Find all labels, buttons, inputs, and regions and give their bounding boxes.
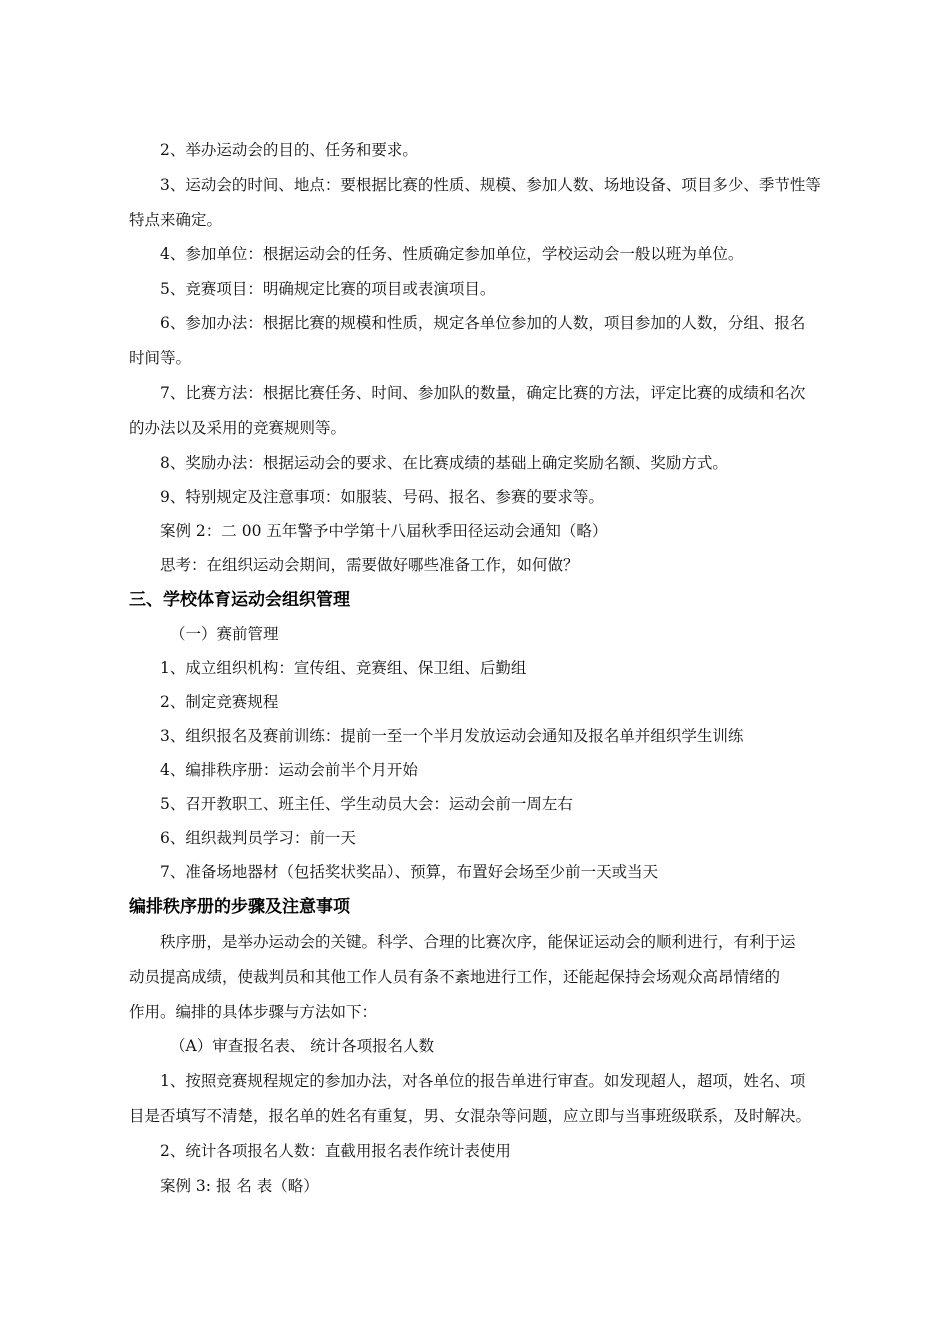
- item-2-purpose: 2、举办运动会的目的、任务和要求。: [160, 141, 418, 159]
- pre-item-4: 4、编排秩序册：运动会前半个月开始: [160, 761, 418, 779]
- pre-item-7: 7、准备场地器材（包括奖状奖品）、预算，布置好会场至少前一天或当天: [160, 863, 659, 881]
- section-heading-3: 三、学校体育运动会组织管理: [129, 590, 350, 610]
- a-item-2: 2、统计各项报名人数：直截用报名表作统计表使用: [160, 1142, 511, 1160]
- item-7-competition: 7、比赛方法：根据比赛任务、时间、参加队的数量，确定比赛的方法，评定比赛的成绩和名次: [160, 384, 806, 402]
- item-4-participants: 4、参加单位：根据运动会的任务、性质确定参加单位，学校运动会一般以班为单位。: [160, 245, 744, 263]
- order-intro-1: 秩序册，是举办运动会的关键。科学、合理的比赛次序，能保证运动会的顺利进行，有利于运: [160, 933, 796, 951]
- pre-item-2: 2、制定竞赛规程: [160, 693, 279, 711]
- item-6-method: 6、参加办法：根据比赛的规模和性质，规定各单位参加的人数，项目参加的人数，分组、报名: [160, 314, 806, 332]
- pre-item-3: 3、组织报名及赛前训练：提前一至一个半月发放运动会通知及报名单并组织学生训练: [160, 727, 744, 745]
- item-7-continued: 的办法以及采用的竞赛规则等。: [129, 419, 347, 437]
- order-intro-3: 作用。编排的具体步骤与方法如下：: [129, 1003, 378, 1021]
- a-item-1: 1、按照竞赛规程规定的参加办法，对各单位的报告单进行审查。如发现超人，超项，姓名、项: [160, 1072, 806, 1090]
- item-5-events: 5、竞赛项目：明确规定比赛的项目或表演项目。: [160, 280, 496, 298]
- order-intro-2: 动员提高成绩，使裁判员和其他工作人员有条不紊地进行工作，还能起保持会场观众高昂情绪的: [129, 968, 781, 986]
- item-3-time-place: 3、运动会的时间、地点：要根据比赛的性质、规模、参加人数、场地设备、项目多少、季节性等: [160, 176, 821, 194]
- item-9-rules: 9、特别规定及注意事项：如服装、号码、报名、参赛的要求等。: [160, 488, 604, 506]
- pre-item-6: 6、组织裁判员学习：前一天: [160, 829, 356, 847]
- section-heading-order: 编排秩序册的步骤及注意事项: [129, 897, 350, 917]
- a-item-1-continued: 目是否填写不清楚，报名单的姓名有重复，男、女混杂等问题，应立即与当事班级联系，及时解决。: [129, 1107, 812, 1125]
- item-3-continued: 特点来确定。: [129, 211, 223, 229]
- pre-item-1: 1、成立组织机构：宣传组、竞赛组、保卫组、后勤组: [160, 659, 527, 677]
- case-2: 案例 2：二 00 五年警予中学第十八届秋季田径运动会通知（略）: [160, 522, 608, 540]
- subsection-a: （A）审查报名表、 统计各项报名人数: [170, 1037, 435, 1055]
- item-8-awards: 8、奖励办法：根据运动会的要求、在比赛成绩的基础上确定奖励名额、奖励方式。: [160, 454, 728, 472]
- subsection-pre-game: （一）赛前管理: [170, 625, 279, 643]
- item-6-continued: 时间等。: [129, 349, 192, 367]
- case-3: 案例 3: 报 名 表（略）: [160, 1177, 319, 1195]
- pre-item-5: 5、召开教职工、班主任、学生动员大会：运动会前一周左右: [160, 795, 573, 813]
- question: 思考：在组织运动会期间，需要做好哪些准备工作，如何做？: [160, 556, 579, 574]
